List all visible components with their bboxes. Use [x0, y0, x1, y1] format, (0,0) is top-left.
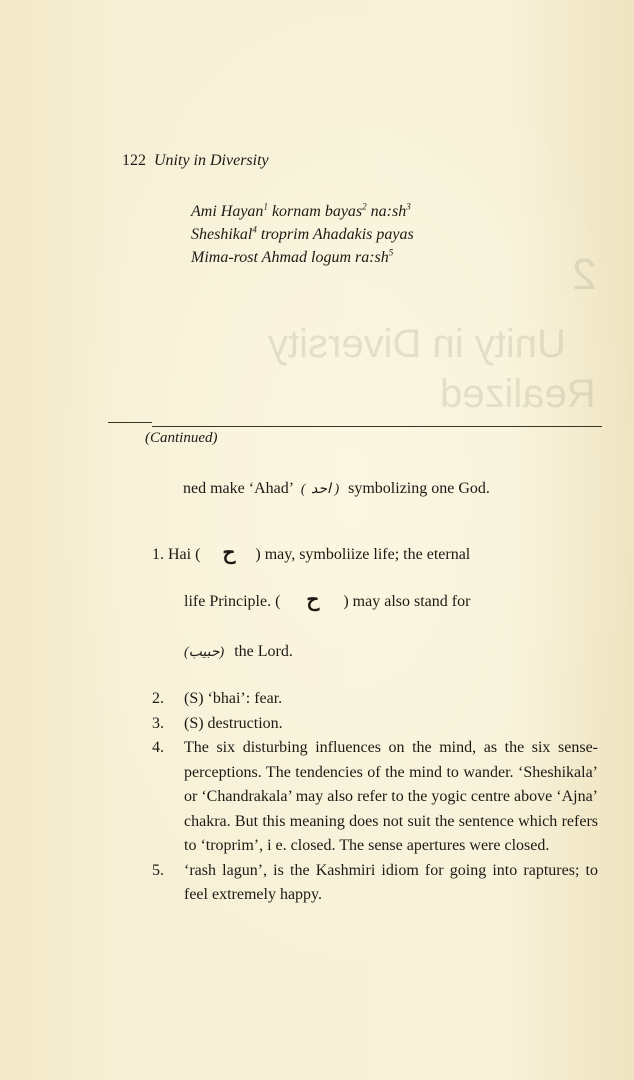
page-number: 122: [122, 152, 146, 169]
arabic-hai-glyph-2: ح: [306, 589, 320, 611]
verse-line-3: Mima-rost Ahmad logum $ra:sh^5$: [191, 247, 394, 266]
arabic-hai-glyph: ح: [222, 542, 236, 564]
footnote-item: 3. (S) destruction.: [152, 714, 283, 732]
footnote-rule-long: [152, 426, 602, 427]
footnote-item: 5. ‘rash lagun’, is the Kashmiri idiom for going into raptures; to feel extremely happy.: [152, 861, 598, 903]
running-head: [122, 152, 269, 170]
note-1-line-1: 1. Hai ( ح ) may, symboliize life; the eternal: [152, 542, 471, 564]
continuation-line: ned make ‘Ahad’ ( احد ) symbolizing one God.: [183, 480, 490, 497]
verse-line-2: Sheshikal$^4$ troprim Ahadakis payas: [191, 224, 414, 243]
show-through-number: 2: [572, 250, 597, 299]
note-1-line-2: life Principle. ( ح ) may also stand for: [184, 589, 471, 611]
arabic-ahad: ( احد ): [300, 482, 341, 497]
arabic-habib: (حبیب): [184, 645, 225, 660]
footnote-rule-short: [108, 422, 152, 423]
verse-line-1: Ami Hayan$^1$ kornam bayas$^2$ $na:sh^3$: [191, 201, 411, 220]
show-through-title: Unity in Diversity: [268, 322, 566, 366]
footnotes-list: [152, 687, 598, 908]
footnote-item: 2. (S) ‘bhai’: fear.: [152, 690, 283, 707]
continued-label: (Cantinued): [145, 430, 218, 446]
verse: [191, 200, 414, 269]
show-through-subtitle: Realized: [440, 372, 596, 416]
note-1-line-3: (حبیب) the Lord.: [184, 643, 293, 660]
running-title: Unity in Diversity: [154, 152, 269, 169]
footnote-item: 4. The six disturbing influences on the mind, as the six sense-perceptions. The tendencies of the mind to wander. ‘Sheshikala’ or ‘Chandrakala’ may also refer to the yogic centre above ‘Ajna’ chakra. But this meaning does not suit the sentence which refers to ‘troprim’, i e. closed. The sense apertures were closed.: [152, 739, 598, 854]
